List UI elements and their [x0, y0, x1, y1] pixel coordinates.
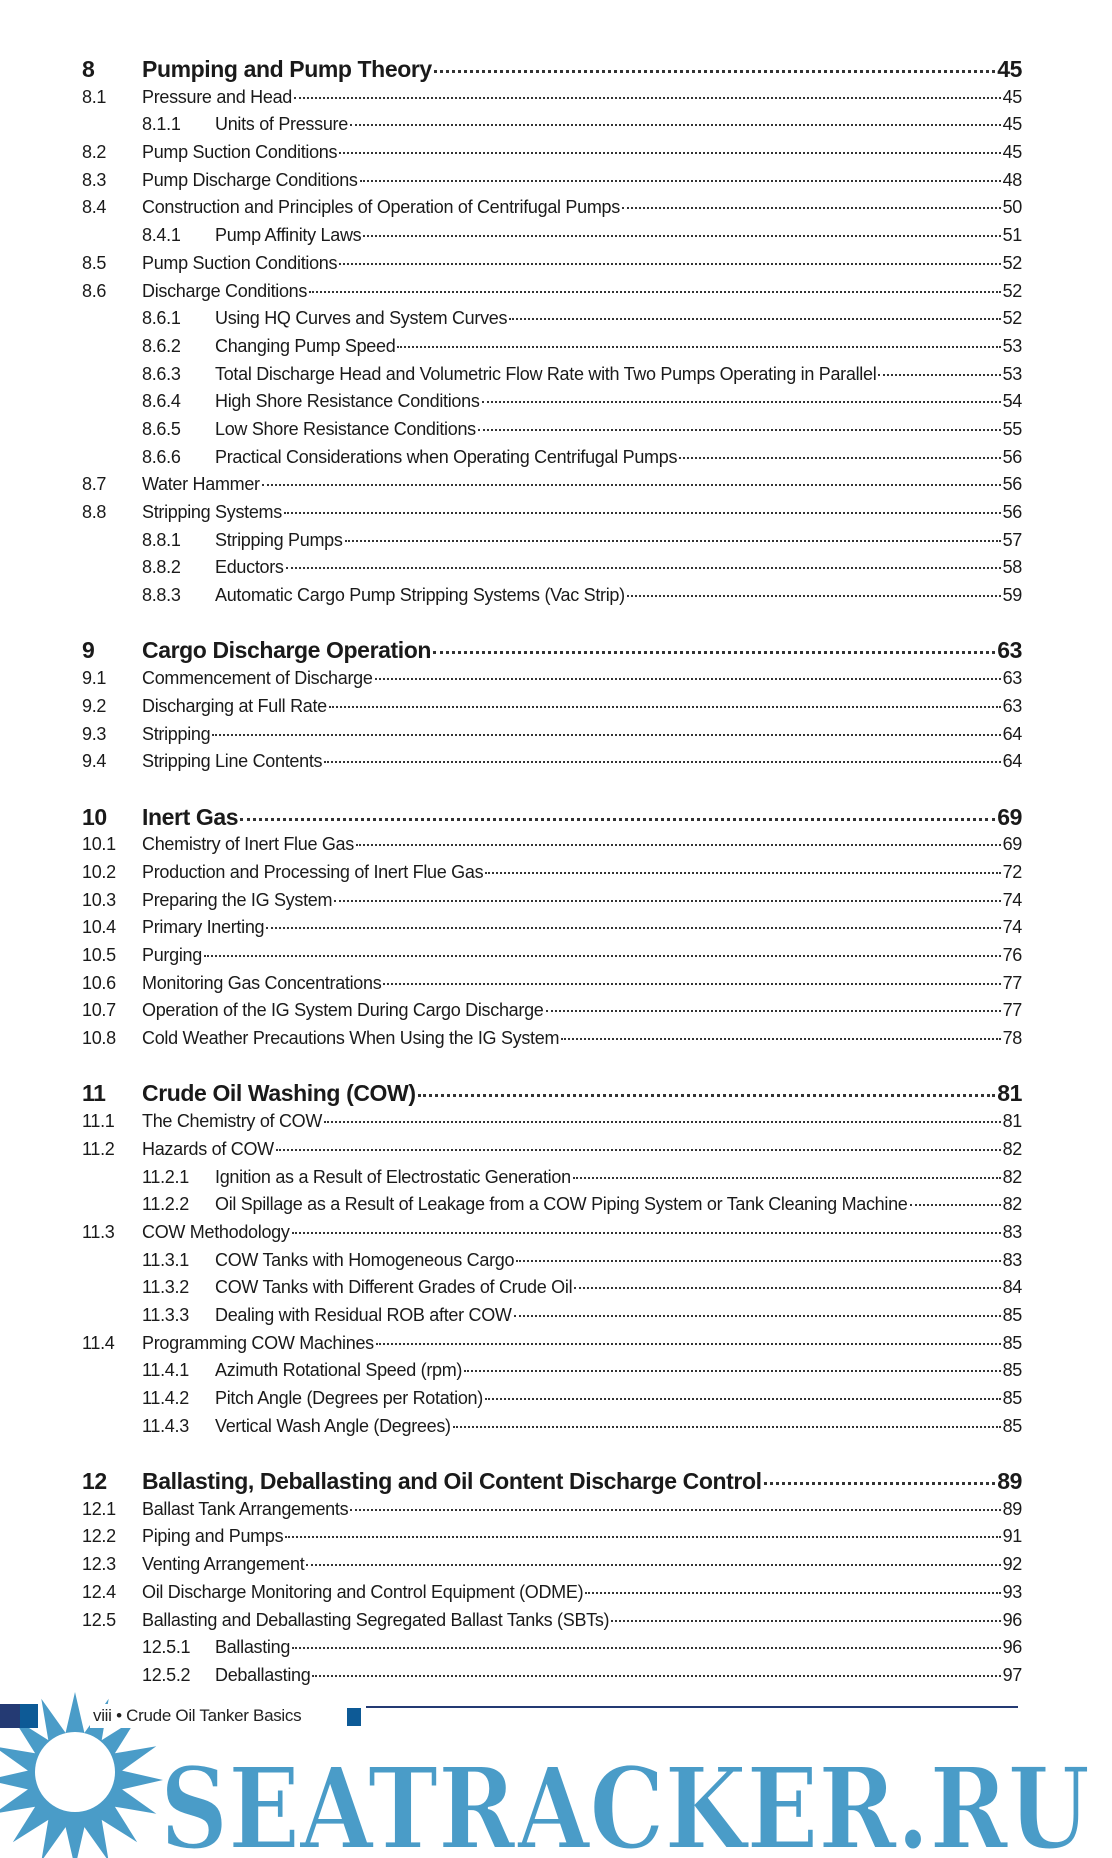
dot-leader — [574, 1287, 1000, 1289]
section-number: 11.4.1 — [142, 1360, 189, 1381]
dot-leader — [397, 346, 1000, 348]
page-number: 58 — [1002, 557, 1022, 578]
dot-leader — [292, 1647, 1001, 1649]
page-number: 48 — [1002, 169, 1022, 190]
toc-entry[interactable] — [82, 305, 1022, 333]
chapter-heading[interactable] — [82, 56, 1022, 84]
dot-leader — [878, 374, 1000, 376]
dot-leader — [418, 1094, 996, 1097]
section-number: 8.2 — [82, 142, 107, 163]
section-title: Azimuth Rotational Speed (rpm) — [215, 1360, 463, 1381]
toc-entry[interactable] — [82, 831, 1022, 859]
toc-entry[interactable] — [82, 1108, 1022, 1136]
section-number: 8.8.3 — [142, 585, 181, 606]
toc-entry[interactable] — [82, 1330, 1022, 1358]
page-number: 84 — [1002, 1277, 1022, 1298]
page-number: 52 — [1002, 252, 1022, 273]
page-number: 74 — [1002, 889, 1022, 910]
section-number: 11.1 — [82, 1111, 115, 1132]
chapter-number: 9 — [82, 637, 95, 664]
toc-entry[interactable] — [82, 997, 1022, 1025]
dot-leader — [292, 1232, 1001, 1234]
page-number: 74 — [1002, 917, 1022, 938]
page-number: 50 — [1002, 197, 1022, 218]
toc-entry[interactable] — [82, 1551, 1022, 1579]
section-title: Automatic Cargo Pump Stripping Systems (Vac Strip) — [215, 585, 625, 606]
page-number: viii — [93, 1706, 112, 1725]
dot-leader — [294, 97, 1001, 99]
page-number: 85 — [1002, 1388, 1022, 1408]
section-number: 10.5 — [82, 945, 116, 965]
section-number: 8.6.2 — [142, 335, 181, 356]
section-title: Monitoring Gas Concentrations — [142, 972, 382, 993]
dot-leader — [375, 678, 1001, 680]
toc-entry[interactable] — [82, 1385, 1022, 1413]
page-number: 77 — [1002, 1000, 1022, 1021]
toc-entry[interactable] — [82, 1219, 1022, 1247]
section-title: Stripping Line Contents — [142, 751, 323, 772]
section-title: Hazards of COW — [142, 1138, 274, 1159]
section-number: 10.6 — [82, 972, 116, 993]
toc-entry[interactable] — [82, 1662, 1022, 1690]
dot-leader — [286, 567, 1001, 569]
chapter-number: 12 — [82, 1468, 107, 1495]
page-number: 92 — [1002, 1554, 1022, 1575]
toc-entry[interactable] — [82, 527, 1022, 555]
dot-leader — [350, 1509, 1000, 1511]
section-title: Units of Pressure — [215, 114, 348, 135]
section-title: Pump Discharge Conditions — [142, 169, 358, 190]
section-title: Venting Arrangement — [142, 1554, 305, 1575]
section-title: Deballasting — [215, 1664, 311, 1685]
page-number: 85 — [1002, 1332, 1022, 1353]
section-title: Construction and Principles of Operation of Centrifugal Pumps — [142, 197, 620, 218]
section-number: 8.6.1 — [142, 308, 181, 329]
section-title: Discharging at Full Rate — [142, 695, 327, 716]
toc-entry[interactable] — [82, 1357, 1022, 1385]
dot-leader — [309, 291, 1000, 293]
section-title: Using HQ Curves and System Curves — [215, 308, 508, 329]
dot-leader — [306, 1564, 1000, 1566]
toc-entry[interactable] — [82, 721, 1022, 749]
section-title: Ignition as a Result of Electrostatic Generation — [215, 1166, 571, 1187]
page-number: 81 — [997, 1080, 1022, 1107]
section-title: Pitch Angle (Degrees per Rotation) — [215, 1388, 483, 1408]
dot-leader — [324, 1121, 1001, 1123]
toc-entry[interactable] — [82, 914, 1022, 942]
dot-leader — [546, 1010, 1001, 1012]
section-number: 8.1 — [82, 86, 107, 107]
page-number: 45 — [1002, 114, 1022, 135]
dot-leader — [434, 70, 995, 73]
page-number: 81 — [1002, 1111, 1022, 1132]
section-title: The Chemistry of COW — [142, 1111, 323, 1132]
footer-square — [347, 1708, 361, 1726]
toc-entry[interactable] — [82, 1274, 1022, 1302]
section-title: Discharge Conditions — [142, 280, 308, 301]
dot-leader — [312, 1675, 1000, 1677]
dot-leader — [478, 429, 1001, 431]
dot-leader — [433, 651, 995, 654]
section-title: Chemistry of Inert Flue Gas — [142, 834, 354, 855]
section-title: Changing Pump Speed — [215, 335, 396, 356]
section-number: 12.4 — [82, 1581, 116, 1602]
section-number: 10.2 — [82, 861, 116, 882]
section-number: 8.1.1 — [142, 114, 181, 135]
page-number: 78 — [1002, 1028, 1022, 1049]
dot-leader — [276, 1149, 1001, 1151]
section-title: COW Methodology — [142, 1221, 290, 1242]
toc-entry[interactable] — [82, 333, 1022, 361]
page-number: 63 — [1002, 695, 1022, 716]
toc-entry[interactable] — [82, 111, 1022, 139]
page-number: 91 — [1002, 1526, 1022, 1547]
dot-leader — [284, 512, 1001, 514]
section-title: Piping and Pumps — [142, 1526, 284, 1547]
book-title: Crude Oil Tanker Basics — [126, 1706, 302, 1725]
section-title: Oil Discharge Monitoring and Control Equipment (ODME) — [142, 1581, 584, 1602]
dot-leader — [485, 1398, 1001, 1400]
page-number: 96 — [1002, 1609, 1022, 1630]
toc-entry[interactable] — [82, 748, 1022, 776]
dot-leader — [212, 734, 1000, 736]
section-number: 8.4.1 — [142, 225, 181, 246]
toc-entry[interactable] — [82, 859, 1022, 887]
section-number: 8.7 — [82, 474, 107, 495]
dot-leader — [204, 955, 1001, 957]
dot-leader — [611, 1620, 1000, 1622]
section-number: 10.1 — [82, 834, 116, 855]
dot-leader — [585, 1592, 1000, 1594]
section-number: 9.4 — [82, 751, 107, 772]
dot-leader — [627, 595, 1001, 597]
page-number: 63 — [997, 637, 1022, 664]
toc-entry[interactable] — [82, 1164, 1022, 1192]
section-title: Ballast Tank Arrangements — [142, 1498, 349, 1519]
section-number: 12.1 — [82, 1498, 116, 1519]
section-title: Vertical Wash Angle (Degrees) — [215, 1415, 451, 1436]
page-number: 82 — [1002, 1166, 1022, 1187]
section-number: 8.6.5 — [142, 418, 181, 439]
section-title: Cold Weather Precautions When Using the IG System — [142, 1028, 560, 1049]
toc-entry[interactable] — [82, 250, 1022, 278]
chapter-heading[interactable] — [82, 637, 1022, 665]
dot-leader — [383, 983, 1000, 985]
watermark-text: SEATRACKER.RU — [160, 1744, 1090, 1858]
section-title: Pump Affinity Laws — [215, 225, 362, 246]
chapter-heading[interactable] — [82, 1468, 1022, 1496]
page-number: 56 — [1002, 474, 1022, 495]
toc-entry[interactable] — [82, 1136, 1022, 1164]
dot-leader — [622, 207, 1001, 209]
section-number: 12.2 — [82, 1526, 116, 1547]
page-number: 55 — [1002, 418, 1022, 439]
page-number: 89 — [997, 1468, 1022, 1495]
toc-entry[interactable] — [82, 444, 1022, 472]
section-number: 11.2.1 — [142, 1166, 189, 1187]
section-title: Primary Inerting — [142, 917, 265, 938]
dot-leader — [360, 180, 1001, 182]
section-number: 11.3.3 — [142, 1304, 189, 1325]
section-number: 12.3 — [82, 1554, 116, 1575]
dot-leader — [516, 1260, 1000, 1262]
section-title: Commencement of Discharge — [142, 668, 373, 689]
page-number: 53 — [1002, 335, 1022, 356]
page-number: 56 — [1002, 446, 1022, 467]
dot-leader — [356, 844, 1001, 846]
toc-entry[interactable] — [82, 1025, 1022, 1053]
section-number: 8.3 — [82, 169, 107, 190]
section-title: Stripping — [142, 723, 211, 744]
section-title: Stripping Pumps — [215, 529, 343, 550]
section-number: 11.4.3 — [142, 1415, 189, 1436]
page-number: 63 — [1002, 668, 1022, 689]
section-title: Eductors — [215, 557, 284, 578]
chapter-title: Crude Oil Washing (COW) — [142, 1080, 416, 1107]
dot-leader — [482, 401, 1001, 403]
chapter-number: 8 — [82, 56, 95, 82]
page-number: 85 — [1002, 1360, 1022, 1381]
section-number: 11.4 — [82, 1332, 115, 1353]
section-title: Dealing with Residual ROB after COW — [215, 1304, 512, 1325]
section-title: Production and Processing of Inert Flue Gas — [142, 861, 484, 882]
section-number: 11.3.2 — [142, 1277, 189, 1298]
section-number: 9.3 — [82, 723, 107, 744]
chapter-heading[interactable] — [82, 804, 1022, 832]
section-number: 11.2.2 — [142, 1194, 189, 1215]
dot-leader — [509, 318, 1000, 320]
section-title: COW Tanks with Different Grades of Crude Oil — [215, 1277, 573, 1298]
toc-entry[interactable] — [82, 887, 1022, 915]
footer-bar — [20, 1704, 38, 1728]
page-number: 93 — [1002, 1581, 1022, 1602]
toc-entry[interactable] — [82, 278, 1022, 306]
section-number: 11.3 — [82, 1221, 115, 1242]
toc-entry[interactable] — [82, 1523, 1022, 1551]
section-title: Water Hammer — [142, 474, 260, 495]
dot-leader — [573, 1177, 1001, 1179]
dot-leader — [485, 872, 1000, 874]
chapter-number: 10 — [82, 803, 107, 830]
page-number: 51 — [1002, 225, 1022, 246]
section-title: Pump Suction Conditions — [142, 142, 338, 163]
section-title: Oil Spillage as a Result of Leakage from a COW Piping System or Tank Cleaning Machine — [215, 1194, 908, 1215]
page-number: 83 — [1002, 1249, 1022, 1270]
section-number: 8.4 — [82, 197, 107, 218]
page-number: 77 — [1002, 972, 1022, 993]
section-title: Pump Suction Conditions — [142, 252, 338, 273]
page-number: 85 — [1002, 1304, 1022, 1325]
page-number: 57 — [1002, 529, 1022, 550]
dot-leader — [329, 706, 1001, 708]
dot-leader — [339, 152, 1000, 154]
section-number: 8.6.6 — [142, 446, 181, 467]
section-title: COW Tanks with Homogeneous Cargo — [215, 1249, 515, 1270]
toc-entry[interactable] — [82, 388, 1022, 416]
section-number: 12.5.1 — [142, 1637, 191, 1658]
toc-entry[interactable] — [82, 167, 1022, 195]
section-title: Total Discharge Head and Volumetric Flow Rate with Two Pumps Operating in Parallel — [215, 363, 877, 384]
dot-leader — [453, 1426, 1001, 1428]
dot-leader — [464, 1370, 1000, 1372]
toc-entry[interactable] — [82, 139, 1022, 167]
page-number: 53 — [1002, 363, 1022, 384]
section-title: Low Shore Resistance Conditions — [215, 418, 476, 439]
dot-leader — [910, 1204, 1001, 1206]
section-title: Programming COW Machines — [142, 1332, 374, 1353]
toc-entry[interactable] — [82, 970, 1022, 998]
section-number: 10.4 — [82, 917, 116, 938]
toc-entry[interactable] — [82, 1579, 1022, 1607]
dot-leader — [363, 235, 1000, 237]
chapter-heading[interactable] — [82, 1080, 1022, 1108]
section-title: Stripping Systems — [142, 502, 282, 522]
section-number: 9.1 — [82, 668, 107, 689]
page-number: 72 — [1002, 861, 1022, 882]
chapter-title: Cargo Discharge Operation — [142, 637, 432, 664]
toc-entry[interactable] — [82, 361, 1022, 389]
toc-entry[interactable] — [82, 222, 1022, 250]
dot-leader — [350, 124, 1001, 126]
dot-leader — [679, 457, 1000, 459]
section-number: 10.7 — [82, 1000, 116, 1021]
page-number: 69 — [997, 803, 1022, 830]
footer-rule — [366, 1706, 1018, 1708]
page-number: 54 — [1002, 391, 1022, 412]
page-number: 59 — [1002, 585, 1022, 606]
toc-entry[interactable] — [82, 1634, 1022, 1662]
page-number: 83 — [1002, 1221, 1022, 1242]
toc-entry[interactable] — [82, 1496, 1022, 1524]
section-number: 11.4.2 — [142, 1388, 189, 1408]
section-number: 11.2 — [82, 1138, 115, 1159]
page-number: 69 — [1002, 834, 1022, 855]
page-number: 82 — [1002, 1138, 1022, 1159]
page-number: 45 — [1002, 142, 1022, 163]
page-number: 97 — [1002, 1664, 1022, 1685]
section-title: Operation of the IG System During Cargo Discharge — [142, 1000, 544, 1021]
section-number: 9.2 — [82, 695, 107, 716]
page-footer — [0, 1702, 1112, 1732]
toc-entry[interactable] — [82, 1302, 1022, 1330]
table-of-contents — [82, 56, 1022, 1690]
toc-entry[interactable] — [82, 582, 1022, 610]
section-title: High Shore Resistance Conditions — [215, 391, 480, 412]
section-number: 8.8 — [82, 502, 107, 522]
dot-leader — [764, 1482, 996, 1485]
page-number: 76 — [1002, 945, 1022, 965]
section-number: 10.8 — [82, 1028, 116, 1049]
chapter-title: Inert Gas — [142, 803, 239, 830]
page-number: 45 — [1002, 86, 1022, 107]
toc-entry[interactable] — [82, 499, 1022, 527]
separator: • — [116, 1706, 122, 1725]
toc-entry[interactable] — [82, 471, 1022, 499]
section-title: Purging — [142, 945, 202, 965]
dot-leader — [262, 484, 1001, 486]
section-number: 8.6.4 — [142, 391, 181, 412]
section-title: Practical Considerations when Operating Centrifugal Pumps — [215, 446, 678, 467]
page-number: 64 — [1002, 751, 1022, 772]
section-title: Ballasting — [215, 1637, 291, 1658]
toc-entry[interactable] — [82, 194, 1022, 222]
section-title: Ballasting and Deballasting Segregated Ballast Tanks (SBTs) — [142, 1609, 610, 1630]
section-number: 8.5 — [82, 252, 107, 273]
page-number: 96 — [1002, 1637, 1022, 1658]
section-number: 8.8.1 — [142, 529, 181, 550]
toc-entry[interactable] — [82, 1247, 1022, 1275]
page-number: 45 — [997, 56, 1022, 82]
dot-leader — [561, 1038, 1000, 1040]
toc-entry[interactable] — [82, 1607, 1022, 1635]
toc-entry[interactable] — [82, 1191, 1022, 1219]
dot-leader — [266, 927, 1000, 929]
section-number: 12.5.2 — [142, 1664, 191, 1685]
page-number: 89 — [1002, 1498, 1022, 1519]
toc-entry[interactable] — [82, 693, 1022, 721]
toc-entry[interactable] — [82, 942, 1022, 970]
dot-leader — [376, 1343, 1001, 1345]
page-number: 64 — [1002, 723, 1022, 744]
section-number: 8.8.2 — [142, 557, 181, 578]
section-number: 10.3 — [82, 889, 116, 910]
toc-entry[interactable] — [82, 1413, 1022, 1441]
dot-leader — [345, 540, 1001, 542]
page-number: 56 — [1002, 502, 1022, 522]
section-title: Preparing the IG System — [142, 889, 333, 910]
section-number: 11.3.1 — [142, 1249, 189, 1270]
dot-leader — [285, 1536, 1000, 1538]
footer-text — [90, 1704, 304, 1728]
toc-entry[interactable] — [82, 554, 1022, 582]
section-title: Pressure and Head — [142, 86, 292, 107]
dot-leader — [240, 818, 995, 821]
dot-leader — [324, 761, 1000, 763]
dot-leader — [339, 263, 1000, 265]
chapter-number: 11 — [82, 1080, 106, 1107]
toc-entry[interactable] — [82, 665, 1022, 693]
dot-leader — [514, 1315, 1001, 1317]
page-number: 52 — [1002, 280, 1022, 301]
section-number: 12.5 — [82, 1609, 116, 1630]
dot-leader — [334, 900, 1000, 902]
toc-entry[interactable] — [82, 416, 1022, 444]
toc-entry[interactable] — [82, 84, 1022, 112]
chapter-title: Pumping and Pump Theory — [142, 56, 432, 82]
section-number: 8.6 — [82, 280, 107, 301]
page-number: 85 — [1002, 1415, 1022, 1436]
chapter-title: Ballasting, Deballasting and Oil Content Discharge Control — [142, 1468, 762, 1495]
page-number: 52 — [1002, 308, 1022, 329]
page-number: 82 — [1002, 1194, 1022, 1215]
section-number: 8.6.3 — [142, 363, 181, 384]
